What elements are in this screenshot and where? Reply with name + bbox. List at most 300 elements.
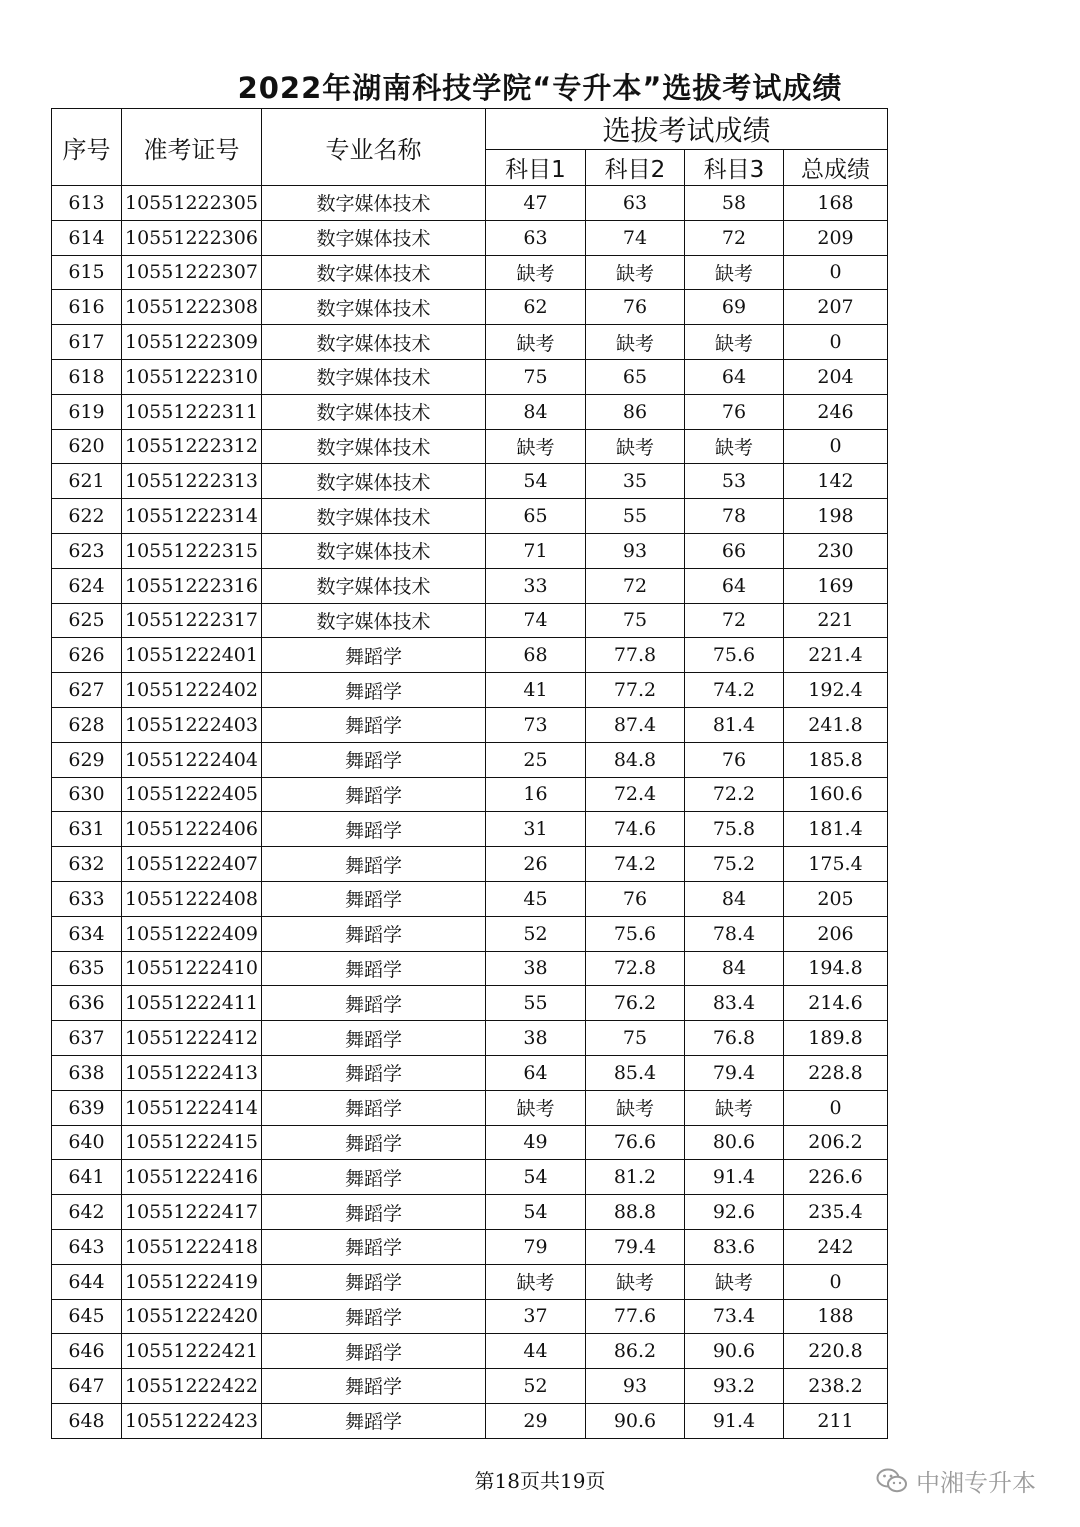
cell-exam-id: 10551222422 [122, 1369, 262, 1404]
cell-subject1: 31 [486, 812, 586, 847]
cell-total: 0 [784, 1090, 888, 1125]
table-row [52, 359, 888, 394]
cell-exam-id: 10551222307 [122, 255, 262, 290]
cell-major: 舞蹈学 [262, 742, 486, 777]
table-row [52, 533, 888, 568]
cell-total: 209 [784, 220, 888, 255]
cell-major: 数字媒体技术 [262, 499, 486, 534]
cell-subject1: 26 [486, 847, 586, 882]
table-row [52, 1334, 888, 1369]
cell-total: 0 [784, 1264, 888, 1299]
cell-total: 185.8 [784, 742, 888, 777]
cell-subject1: 25 [486, 742, 586, 777]
cell-subject2: 93 [586, 533, 685, 568]
cell-subject3: 75.8 [685, 812, 784, 847]
cell-subject1: 33 [486, 568, 586, 603]
cell-major: 舞蹈学 [262, 986, 486, 1021]
cell-subject3: 73.4 [685, 1299, 784, 1334]
cell-major: 数字媒体技术 [262, 533, 486, 568]
cell-subject1: 45 [486, 881, 586, 916]
cell-exam-id: 10551222317 [122, 603, 262, 638]
table-row [52, 1299, 888, 1334]
watermark-brand [876, 1463, 1036, 1498]
cell-seq: 628 [52, 707, 122, 742]
cell-seq: 624 [52, 568, 122, 603]
cell-subject2: 90.6 [586, 1403, 685, 1438]
table-row [52, 1125, 888, 1160]
cell-subject3: 76.8 [685, 1021, 784, 1056]
cell-subject1: 73 [486, 707, 586, 742]
cell-subject2: 缺考 [586, 1264, 685, 1299]
cell-total: 0 [784, 255, 888, 290]
table-body [52, 186, 888, 1439]
table-row [52, 464, 888, 499]
table-row [52, 1021, 888, 1056]
table-row [52, 1160, 888, 1195]
cell-subject2: 77.6 [586, 1299, 685, 1334]
cell-exam-id: 10551222414 [122, 1090, 262, 1125]
cell-subject1: 62 [486, 290, 586, 325]
cell-major: 舞蹈学 [262, 1403, 486, 1438]
header-major: 专业名称 [262, 109, 486, 186]
cell-major: 舞蹈学 [262, 951, 486, 986]
cell-exam-id: 10551222309 [122, 325, 262, 360]
cell-subject2: 93 [586, 1369, 685, 1404]
cell-total: 207 [784, 290, 888, 325]
cell-subject3: 84 [685, 881, 784, 916]
cell-seq: 626 [52, 638, 122, 673]
cell-subject1: 38 [486, 1021, 586, 1056]
cell-subject2: 75.6 [586, 916, 685, 951]
cell-seq: 648 [52, 1403, 122, 1438]
cell-total: 189.8 [784, 1021, 888, 1056]
cell-seq: 619 [52, 394, 122, 429]
cell-subject2: 缺考 [586, 255, 685, 290]
cell-subject1: 37 [486, 1299, 586, 1334]
table-row [52, 429, 888, 464]
cell-subject3: 58 [685, 186, 784, 221]
cell-exam-id: 10551222402 [122, 673, 262, 708]
cell-subject1: 74 [486, 603, 586, 638]
table-row [52, 1055, 888, 1090]
cell-total: 194.8 [784, 951, 888, 986]
cell-subject2: 76 [586, 290, 685, 325]
cell-exam-id: 10551222416 [122, 1160, 262, 1195]
cell-total: 235.4 [784, 1195, 888, 1230]
table-row [52, 986, 888, 1021]
cell-seq: 614 [52, 220, 122, 255]
cell-exam-id: 10551222315 [122, 533, 262, 568]
cell-subject1: 64 [486, 1055, 586, 1090]
cell-subject2: 55 [586, 499, 685, 534]
cell-exam-id: 10551222406 [122, 812, 262, 847]
cell-subject3: 90.6 [685, 1334, 784, 1369]
cell-exam-id: 10551222415 [122, 1125, 262, 1160]
cell-exam-id: 10551222408 [122, 881, 262, 916]
header-score-group: 选拔考试成绩 [486, 109, 888, 150]
table-row [52, 707, 888, 742]
cell-seq: 630 [52, 777, 122, 812]
cell-subject3: 78 [685, 499, 784, 534]
cell-subject1: 缺考 [486, 429, 586, 464]
wechat-icon [876, 1467, 908, 1495]
cell-exam-id: 10551222404 [122, 742, 262, 777]
cell-exam-id: 10551222403 [122, 707, 262, 742]
cell-subject3: 91.4 [685, 1403, 784, 1438]
cell-subject2: 72.8 [586, 951, 685, 986]
cell-subject2: 81.2 [586, 1160, 685, 1195]
score-table [51, 108, 888, 1439]
table-row [52, 881, 888, 916]
cell-major: 舞蹈学 [262, 707, 486, 742]
cell-subject2: 缺考 [586, 325, 685, 360]
cell-subject3: 53 [685, 464, 784, 499]
cell-exam-id: 10551222418 [122, 1229, 262, 1264]
cell-major: 舞蹈学 [262, 777, 486, 812]
cell-subject3: 75.2 [685, 847, 784, 882]
cell-seq: 643 [52, 1229, 122, 1264]
cell-seq: 616 [52, 290, 122, 325]
cell-exam-id: 10551222313 [122, 464, 262, 499]
cell-major: 数字媒体技术 [262, 255, 486, 290]
cell-major: 舞蹈学 [262, 812, 486, 847]
cell-subject2: 88.8 [586, 1195, 685, 1230]
cell-subject2: 74.2 [586, 847, 685, 882]
cell-seq: 633 [52, 881, 122, 916]
table-row [52, 186, 888, 221]
cell-seq: 625 [52, 603, 122, 638]
cell-subject3: 66 [685, 533, 784, 568]
cell-subject1: 缺考 [486, 255, 586, 290]
table-row [52, 220, 888, 255]
cell-exam-id: 10551222308 [122, 290, 262, 325]
cell-exam-id: 10551222305 [122, 186, 262, 221]
cell-subject1: 缺考 [486, 1264, 586, 1299]
cell-major: 舞蹈学 [262, 1021, 486, 1056]
table-row [52, 1229, 888, 1264]
cell-major: 舞蹈学 [262, 916, 486, 951]
cell-total: 205 [784, 881, 888, 916]
cell-total: 221 [784, 603, 888, 638]
cell-major: 舞蹈学 [262, 1160, 486, 1195]
cell-total: 226.6 [784, 1160, 888, 1195]
cell-seq: 623 [52, 533, 122, 568]
cell-major: 数字媒体技术 [262, 429, 486, 464]
cell-subject1: 79 [486, 1229, 586, 1264]
cell-subject1: 65 [486, 499, 586, 534]
cell-subject1: 16 [486, 777, 586, 812]
table-row [52, 638, 888, 673]
cell-subject3: 78.4 [685, 916, 784, 951]
cell-total: 211 [784, 1403, 888, 1438]
cell-total: 214.6 [784, 986, 888, 1021]
cell-subject3: 76 [685, 394, 784, 429]
cell-subject3: 93.2 [685, 1369, 784, 1404]
cell-seq: 645 [52, 1299, 122, 1334]
header-total: 总成绩 [784, 150, 888, 186]
cell-subject3: 64 [685, 359, 784, 394]
cell-major: 舞蹈学 [262, 673, 486, 708]
cell-subject2: 77.2 [586, 673, 685, 708]
cell-exam-id: 10551222420 [122, 1299, 262, 1334]
cell-subject3: 79.4 [685, 1055, 784, 1090]
cell-subject3: 75.6 [685, 638, 784, 673]
table-header [52, 109, 888, 186]
cell-subject1: 55 [486, 986, 586, 1021]
cell-subject1: 41 [486, 673, 586, 708]
table-row [52, 777, 888, 812]
cell-seq: 647 [52, 1369, 122, 1404]
cell-seq: 632 [52, 847, 122, 882]
cell-major: 舞蹈学 [262, 1090, 486, 1125]
cell-major: 数字媒体技术 [262, 290, 486, 325]
cell-subject3: 64 [685, 568, 784, 603]
cell-subject3: 83.6 [685, 1229, 784, 1264]
table-row [52, 325, 888, 360]
cell-total: 168 [784, 186, 888, 221]
page-number: 第18页共19页 [474, 1469, 606, 1493]
cell-subject3: 76 [685, 742, 784, 777]
cell-subject3: 84 [685, 951, 784, 986]
cell-exam-id: 10551222311 [122, 394, 262, 429]
table-row [52, 1264, 888, 1299]
header-seq: 序号 [52, 109, 122, 186]
cell-exam-id: 10551222419 [122, 1264, 262, 1299]
table-row [52, 603, 888, 638]
cell-total: 220.8 [784, 1334, 888, 1369]
cell-subject2: 86.2 [586, 1334, 685, 1369]
cell-exam-id: 10551222316 [122, 568, 262, 603]
cell-exam-id: 10551222312 [122, 429, 262, 464]
cell-seq: 639 [52, 1090, 122, 1125]
cell-subject1: 52 [486, 916, 586, 951]
cell-subject2: 缺考 [586, 1090, 685, 1125]
cell-subject2: 74 [586, 220, 685, 255]
cell-subject1: 47 [486, 186, 586, 221]
cell-seq: 636 [52, 986, 122, 1021]
cell-subject3: 69 [685, 290, 784, 325]
table-row [52, 1369, 888, 1404]
cell-exam-id: 10551222401 [122, 638, 262, 673]
cell-total: 228.8 [784, 1055, 888, 1090]
cell-subject1: 49 [486, 1125, 586, 1160]
cell-total: 206.2 [784, 1125, 888, 1160]
cell-major: 舞蹈学 [262, 881, 486, 916]
cell-exam-id: 10551222410 [122, 951, 262, 986]
header-subject2: 科目2 [586, 150, 685, 186]
cell-subject2: 72 [586, 568, 685, 603]
cell-major: 舞蹈学 [262, 1195, 486, 1230]
cell-total: 241.8 [784, 707, 888, 742]
cell-subject3: 91.4 [685, 1160, 784, 1195]
cell-total: 242 [784, 1229, 888, 1264]
cell-subject1: 63 [486, 220, 586, 255]
cell-seq: 640 [52, 1125, 122, 1160]
cell-subject3: 81.4 [685, 707, 784, 742]
cell-major: 舞蹈学 [262, 1299, 486, 1334]
cell-major: 数字媒体技术 [262, 220, 486, 255]
table-row [52, 673, 888, 708]
cell-seq: 615 [52, 255, 122, 290]
cell-seq: 622 [52, 499, 122, 534]
cell-subject1: 75 [486, 359, 586, 394]
page-title: 2022年湖南科技学院“专升本”选拔考试成绩 [237, 71, 843, 105]
cell-major: 舞蹈学 [262, 847, 486, 882]
cell-total: 188 [784, 1299, 888, 1334]
table-row [52, 394, 888, 429]
cell-total: 0 [784, 429, 888, 464]
table-row [52, 255, 888, 290]
cell-subject1: 54 [486, 464, 586, 499]
cell-seq: 613 [52, 186, 122, 221]
cell-seq: 617 [52, 325, 122, 360]
cell-total: 175.4 [784, 847, 888, 882]
cell-total: 246 [784, 394, 888, 429]
cell-subject2: 65 [586, 359, 685, 394]
cell-subject1: 68 [486, 638, 586, 673]
cell-seq: 637 [52, 1021, 122, 1056]
cell-total: 238.2 [784, 1369, 888, 1404]
cell-total: 192.4 [784, 673, 888, 708]
cell-exam-id: 10551222306 [122, 220, 262, 255]
table-row [52, 847, 888, 882]
cell-total: 221.4 [784, 638, 888, 673]
cell-major: 数字媒体技术 [262, 603, 486, 638]
cell-seq: 621 [52, 464, 122, 499]
cell-subject3: 72 [685, 603, 784, 638]
cell-exam-id: 10551222417 [122, 1195, 262, 1230]
cell-subject1: 84 [486, 394, 586, 429]
table-row [52, 568, 888, 603]
cell-subject1: 44 [486, 1334, 586, 1369]
cell-subject3: 缺考 [685, 1264, 784, 1299]
cell-total: 181.4 [784, 812, 888, 847]
cell-subject2: 75 [586, 1021, 685, 1056]
cell-seq: 641 [52, 1160, 122, 1195]
table-row [52, 290, 888, 325]
cell-subject1: 29 [486, 1403, 586, 1438]
cell-major: 舞蹈学 [262, 1229, 486, 1264]
cell-subject1: 缺考 [486, 1090, 586, 1125]
cell-seq: 644 [52, 1264, 122, 1299]
cell-exam-id: 10551222421 [122, 1334, 262, 1369]
cell-seq: 642 [52, 1195, 122, 1230]
cell-exam-id: 10551222405 [122, 777, 262, 812]
cell-major: 舞蹈学 [262, 1055, 486, 1090]
cell-total: 0 [784, 325, 888, 360]
cell-exam-id: 10551222314 [122, 499, 262, 534]
cell-subject3: 缺考 [685, 1090, 784, 1125]
watermark-text: 中湘专升本 [916, 1469, 1036, 1497]
cell-subject3: 缺考 [685, 429, 784, 464]
cell-subject2: 86 [586, 394, 685, 429]
cell-seq: 631 [52, 812, 122, 847]
cell-total: 206 [784, 916, 888, 951]
cell-subject2: 76.2 [586, 986, 685, 1021]
cell-major: 数字媒体技术 [262, 394, 486, 429]
cell-seq: 634 [52, 916, 122, 951]
cell-major: 数字媒体技术 [262, 186, 486, 221]
cell-subject2: 72.4 [586, 777, 685, 812]
cell-seq: 638 [52, 1055, 122, 1090]
cell-exam-id: 10551222409 [122, 916, 262, 951]
cell-seq: 635 [52, 951, 122, 986]
cell-subject2: 75 [586, 603, 685, 638]
header-exam-id: 准考证号 [122, 109, 262, 186]
cell-subject2: 77.8 [586, 638, 685, 673]
table-row [52, 742, 888, 777]
cell-subject3: 83.4 [685, 986, 784, 1021]
cell-major: 数字媒体技术 [262, 325, 486, 360]
cell-exam-id: 10551222412 [122, 1021, 262, 1056]
cell-subject3: 74.2 [685, 673, 784, 708]
cell-total: 198 [784, 499, 888, 534]
cell-subject2: 76 [586, 881, 685, 916]
cell-seq: 646 [52, 1334, 122, 1369]
cell-total: 230 [784, 533, 888, 568]
cell-subject2: 缺考 [586, 429, 685, 464]
cell-seq: 627 [52, 673, 122, 708]
cell-total: 169 [784, 568, 888, 603]
cell-subject2: 79.4 [586, 1229, 685, 1264]
table-row [52, 916, 888, 951]
cell-subject1: 缺考 [486, 325, 586, 360]
cell-subject1: 52 [486, 1369, 586, 1404]
cell-subject1: 71 [486, 533, 586, 568]
cell-subject3: 72.2 [685, 777, 784, 812]
cell-subject2: 74.6 [586, 812, 685, 847]
cell-seq: 629 [52, 742, 122, 777]
cell-subject1: 38 [486, 951, 586, 986]
cell-subject3: 72 [685, 220, 784, 255]
header-subject3: 科目3 [685, 150, 784, 186]
cell-subject2: 63 [586, 186, 685, 221]
cell-major: 舞蹈学 [262, 638, 486, 673]
table-row [52, 499, 888, 534]
table-row [52, 1090, 888, 1125]
cell-subject2: 87.4 [586, 707, 685, 742]
cell-seq: 620 [52, 429, 122, 464]
cell-total: 160.6 [784, 777, 888, 812]
cell-major: 舞蹈学 [262, 1264, 486, 1299]
table-row [52, 951, 888, 986]
cell-major: 数字媒体技术 [262, 359, 486, 394]
cell-subject2: 76.6 [586, 1125, 685, 1160]
header-subject1: 科目1 [486, 150, 586, 186]
cell-subject2: 35 [586, 464, 685, 499]
cell-subject1: 54 [486, 1195, 586, 1230]
cell-major: 舞蹈学 [262, 1125, 486, 1160]
cell-subject3: 缺考 [685, 325, 784, 360]
cell-subject3: 缺考 [685, 255, 784, 290]
cell-subject1: 54 [486, 1160, 586, 1195]
table-row [52, 1195, 888, 1230]
cell-exam-id: 10551222423 [122, 1403, 262, 1438]
cell-total: 142 [784, 464, 888, 499]
cell-major: 数字媒体技术 [262, 464, 486, 499]
table-row [52, 812, 888, 847]
cell-exam-id: 10551222310 [122, 359, 262, 394]
cell-subject3: 92.6 [685, 1195, 784, 1230]
table-row [52, 1403, 888, 1438]
cell-major: 舞蹈学 [262, 1334, 486, 1369]
cell-total: 204 [784, 359, 888, 394]
cell-seq: 618 [52, 359, 122, 394]
cell-subject2: 85.4 [586, 1055, 685, 1090]
cell-subject2: 84.8 [586, 742, 685, 777]
cell-subject3: 80.6 [685, 1125, 784, 1160]
cell-major: 数字媒体技术 [262, 568, 486, 603]
